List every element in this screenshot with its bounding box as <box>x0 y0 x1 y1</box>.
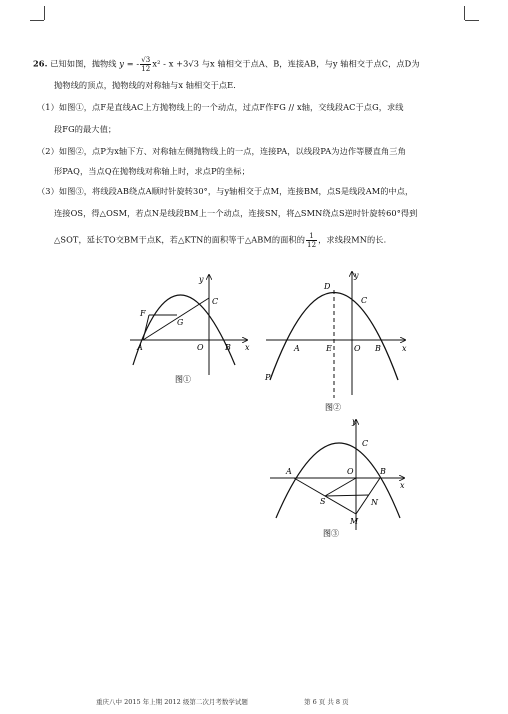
fig3-label-c: C <box>362 439 369 448</box>
part3-c1: △SOT，延长TO交BM于点K，若△KTN的面积等于△ABM的面积的 <box>54 234 306 245</box>
fig3-segment-bm <box>356 478 380 514</box>
eq-fraction <box>140 56 151 73</box>
eq-rest: x² - x +3√3 <box>152 58 200 69</box>
figure-3 <box>268 418 408 548</box>
part3-frac-num: 1 <box>306 232 317 241</box>
fig1-parabola <box>133 295 235 365</box>
part3-c2: ，求线段MN的长． <box>318 234 392 245</box>
stem-b: 与x 轴相交于点A、B，连接AB，与y 轴相交于点C，点D为 <box>199 58 420 69</box>
figure-2 <box>262 270 412 418</box>
fig2-label-p: P <box>265 373 271 382</box>
fig3-label-n: N <box>371 498 378 507</box>
fig2-label-c: C <box>361 296 368 305</box>
figure-1 <box>125 270 255 390</box>
fig1-label-x: x <box>245 343 250 352</box>
fig3-label-s: S <box>320 497 326 506</box>
problem-line-1 <box>33 56 420 73</box>
fig1-line-ac <box>143 298 209 340</box>
fig1-label-g: G <box>177 318 184 327</box>
part3-line-b: 连接OS，得△OSM，若点N是线段BM上一个动点，连接SN，将△SMN绕点S逆时针旋转60°得到 <box>54 208 418 218</box>
part1-line-a: （1）如图①，点F是直线AC上方抛物线上的一个动点，过点F作FG // x轴，交线段AC于点G，求线 <box>37 102 404 112</box>
fig2-label-a: A <box>294 344 300 353</box>
fig2-label-o: O <box>354 344 361 353</box>
fig1-label-b: B <box>225 343 231 352</box>
fig3-label-x: x <box>400 481 405 490</box>
eq-frac-num: √3 <box>141 56 151 64</box>
eq-equals: = - <box>124 58 140 69</box>
fig3-label-a: A <box>286 467 292 476</box>
fig3-label-m: M <box>350 517 359 526</box>
fig3-segment-os <box>325 478 356 496</box>
footer-page: 第 6 页 共 8 页 <box>304 698 349 706</box>
problem-number: 26. <box>33 58 48 69</box>
fig1-label-y: y <box>199 275 204 284</box>
fig2-label-x: x <box>402 344 407 353</box>
fig1-label-c: C <box>212 297 219 306</box>
fig2-label-d: D <box>324 282 331 291</box>
fig3-label-o: O <box>347 467 354 476</box>
footer-school: 重庆八中 2015 年上期 2012 级第二次月考数学试题 <box>96 698 248 706</box>
part2-line-b: 形PAQ，当点Q在抛物线对称轴上时，求点P的坐标； <box>54 166 250 176</box>
problem-line-2: 抛物线的顶点，抛物线的对称轴与x 轴相交于点E． <box>54 80 242 90</box>
part3-frac-den: 12 <box>307 241 317 249</box>
fig3-segment-sn <box>325 495 369 496</box>
part1-line-b: 段FG的最大值； <box>54 124 117 134</box>
part3-line-c <box>54 232 392 249</box>
fig2-label-b: B <box>375 344 381 353</box>
fig1-label-a: A <box>137 343 143 352</box>
fig3-caption: 图③ <box>323 529 339 538</box>
fig1-label-f: F <box>140 309 146 318</box>
fig1-label-o: O <box>197 343 204 352</box>
fig3-label-y: y <box>352 417 357 426</box>
eq-frac-den: 12 <box>141 65 151 73</box>
fig2-label-e: E <box>326 344 332 353</box>
eq-y: y <box>119 58 124 69</box>
corner-mark-left <box>30 6 45 20</box>
fig2-caption: 图② <box>325 403 341 412</box>
stem-a: 已知如图，抛物线 <box>50 58 117 69</box>
part3-fraction <box>306 232 317 249</box>
fig2-label-y: y <box>354 271 359 280</box>
part3-line-a: （3）如图③，将线段AB绕点A顺时针旋转30°，与y轴相交于点M，连接BM，点S是线段AM的中点， <box>37 186 414 196</box>
fig3-parabola <box>276 443 400 518</box>
corner-mark-right <box>464 6 479 20</box>
part2-line-a: （2）如图②，点P为x轴下方、对称轴左侧抛物线上的一点，连接PA，以线段PA为边作等腰直角三角 <box>37 146 406 156</box>
fig1-caption: 图① <box>175 375 191 384</box>
fig3-label-b: B <box>380 467 386 476</box>
